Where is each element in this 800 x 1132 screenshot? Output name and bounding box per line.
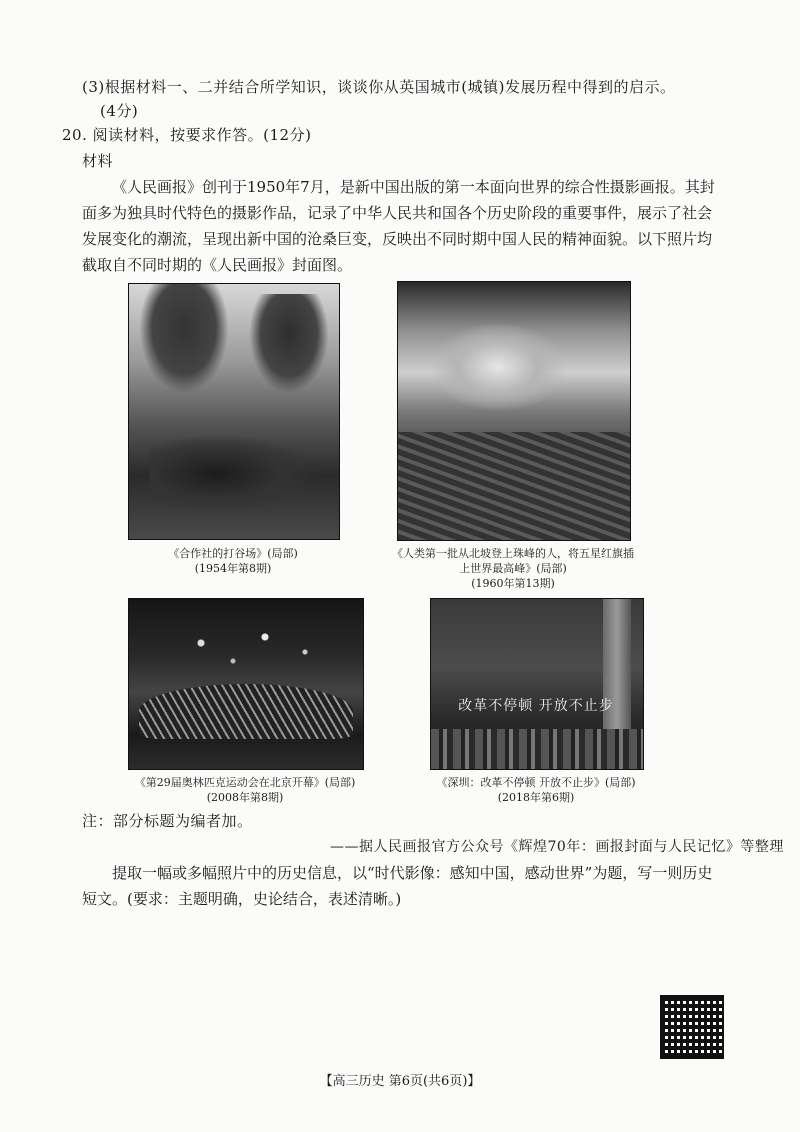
photo-everest-summit	[397, 281, 631, 541]
writing-task: 提取一幅或多幅照片中的历史信息，以“时代影像：感知中国，感动世界”为题，写一则历史短文。(要求：主题明确，史论结合，表述清晰。)	[82, 864, 713, 908]
photo-beijing-olympics	[128, 598, 364, 770]
material-paragraph: 《人民画报》创刊于1950年7月，是新中国出版的第一本面向世界的综合性摄影画报。其封面多为独具时代特色的摄影作品，记录了中华人民共和国各个历史阶段的重要事件，展示了社会发展变化的潮流，呈现出新中国的沧桑巨变，反映出不同时期中国人民的精神面貌。以下照片均截取自不同时期的《人民画报》封面图。	[82, 178, 715, 274]
photo-4-overlay-text: 改革不停顿 开放不止步	[458, 698, 614, 714]
page-footer: 【高三历史 第6页(共6页)】	[319, 1074, 481, 1089]
editor-note: 注：部分标题为编者加。	[82, 812, 253, 830]
photo-1-caption	[118, 546, 348, 576]
photo-threshing-ground	[128, 283, 340, 540]
photo-2-title-line2: 上世界最高峰》(局部)	[459, 562, 567, 575]
photo-2-title-line1: 《人类第一批从北坡登上珠峰的人，将五星红旗插	[392, 547, 634, 560]
q19-part3-score: (4分)	[100, 102, 139, 120]
photo-1-title: 《合作社的打谷场》(局部)	[168, 547, 298, 560]
photo-shenzhen	[430, 598, 644, 770]
material-source: ——据人民画报官方公众号《辉煌70年：画报封面与人民记忆》等整理	[330, 839, 784, 855]
photo-3-caption	[108, 775, 382, 805]
qr-code	[660, 995, 724, 1059]
photo-2-caption	[372, 546, 654, 591]
photo-4-issue: (2018年第6期)	[497, 791, 575, 804]
photo-4-title: 《深圳：改革不停顿 开放不止步》(局部)	[436, 776, 636, 789]
photo-1-issue: (1954年第8期)	[194, 562, 272, 575]
q20-heading: 20. 阅读材料，按要求作答。(12分)	[62, 126, 312, 144]
photo-2-issue: (1960年第13期)	[471, 577, 555, 590]
q19-part3-line1: (3)根据材料一、二并结合所学知识，谈谈你从英国城市(城镇)发展历程中得到的启示。	[82, 78, 676, 96]
photo-3-title: 《第29届奥林匹克运动会在北京开幕》(局部)	[134, 776, 356, 789]
photo-3-issue: (2008年第8期)	[206, 791, 284, 804]
photo-4-caption	[414, 775, 658, 805]
material-label: 材料	[82, 152, 114, 170]
